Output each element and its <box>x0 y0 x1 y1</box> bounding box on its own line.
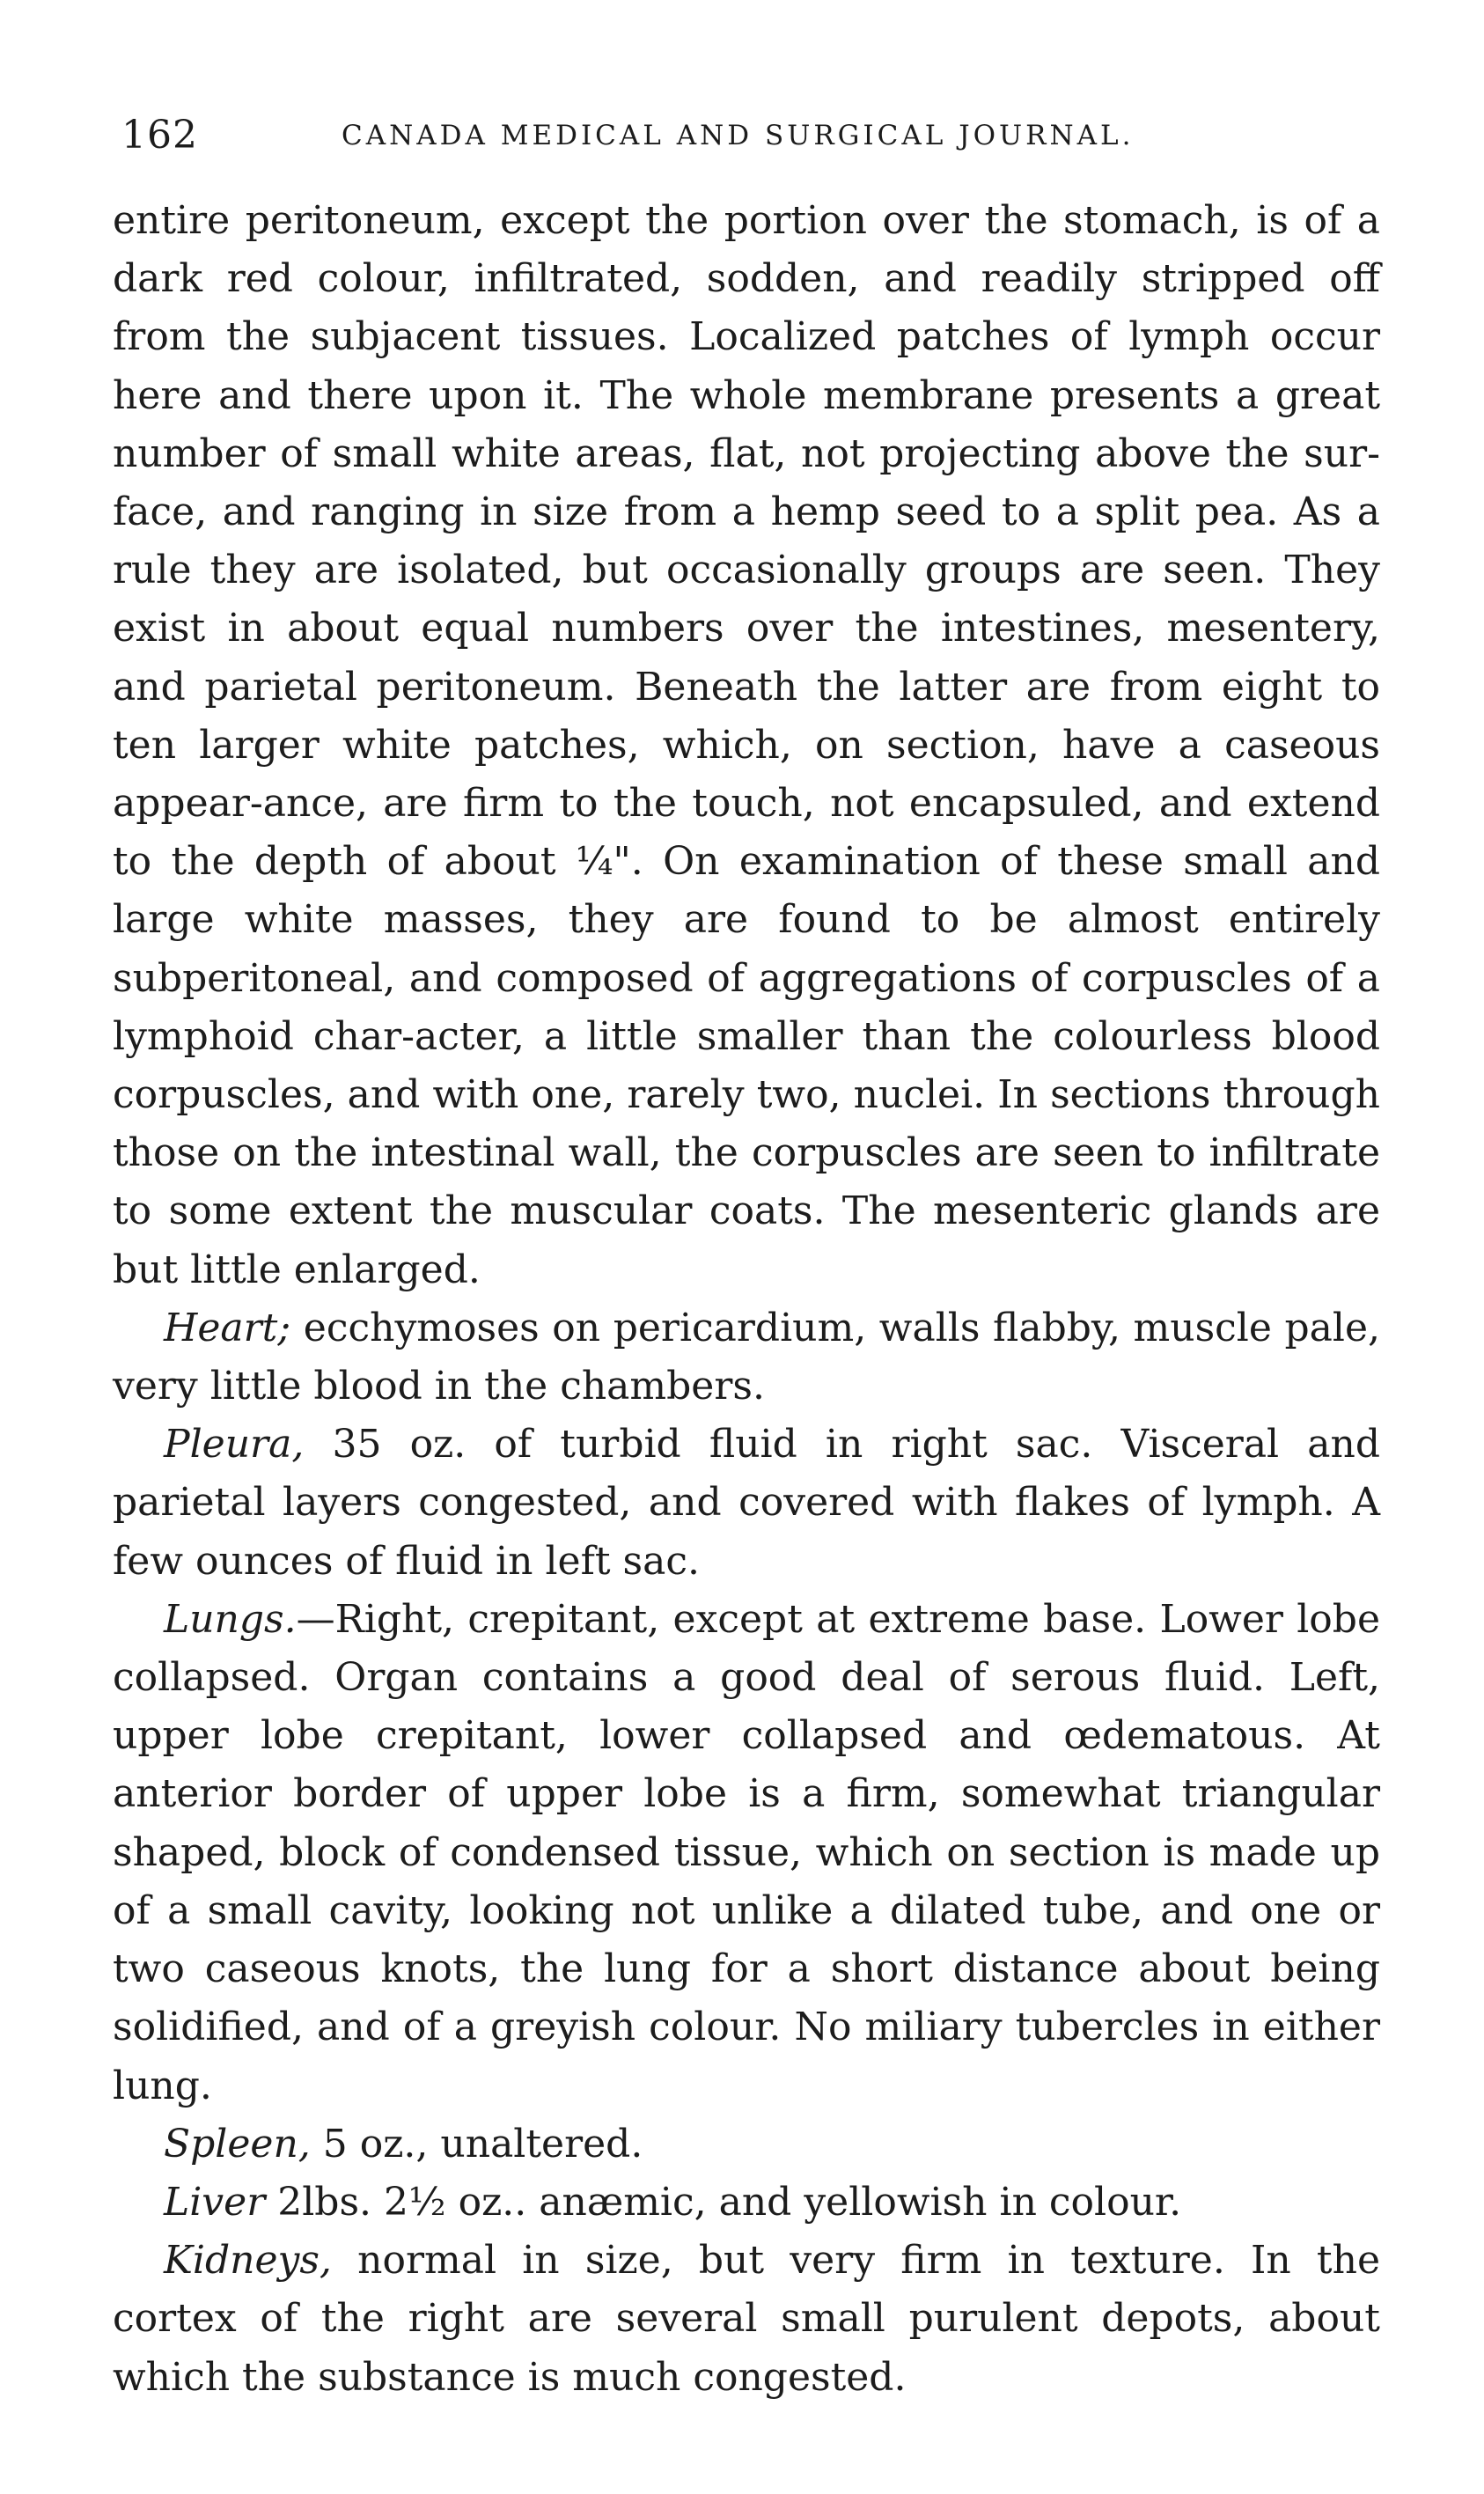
paragraph-peritoneum <box>113 192 1380 1299</box>
section-lead-heart: Heart; <box>164 1305 291 1350</box>
paragraph-kidneys <box>113 2232 1380 2407</box>
section-lead-spleen: Spleen, <box>164 2121 311 2167</box>
paragraph-heart <box>113 1299 1380 1416</box>
paragraph-text: 2lbs. 2½ oz.. anæmic, and yellowish in colour. <box>265 2179 1182 2225</box>
article-body <box>113 192 1380 2407</box>
paragraph-text: normal in size, but very firm in texture. In the cortex of the right are several small purulent depots, about which the substance is much congested. <box>113 2238 1380 2400</box>
section-lead-pleura: Pleura, <box>164 1422 305 1468</box>
page-number: 162 <box>121 113 198 158</box>
paragraph-lungs <box>113 1591 1380 2115</box>
paragraph-text: ecchymoses on pericardium, walls flabby, muscle pale, very little blood in the chambers. <box>113 1305 1380 1409</box>
paragraph-liver <box>113 2174 1380 2232</box>
section-lead-liver: Liver <box>164 2179 266 2225</box>
running-head: CANADA MEDICAL AND SURGICAL JOURNAL. <box>342 120 1135 151</box>
paragraph-text: entire peritoneum, except the portion over the stomach, is of a dark red colour, infiltrated, sodden, and readily stripped off from the subjacent tissues. Localized patches of lymph occur here and there upon it. The whole membrane presents a great number of small white areas, flat, not projecting above the sur-face, and ranging in size from a hemp seed to a split pea. As a rule they are isolated, but occasionally groups are seen. They exist in about equal numbers over the intestines, mesentery, and parietal peritoneum. Beneath the latter are from eight to ten larger white patches, which, on section, have a caseous appear-ance, are firm to the touch, not encapsuled, and extend to the depth of about ¼". On examination of these small and large white masses, they are found to be almost entirely subperitoneal, and composed of aggregations of corpuscles of a lymphoid char-acter, a little smaller than the colourless blood corpuscles, and with one, rarely two, nuclei. In sections through those on the intestinal wall, the corpuscles are seen to infiltrate to some extent the muscular coats. The mesenteric glands are but little enlarged. <box>113 198 1380 1292</box>
section-lead-kidneys: Kidneys, <box>164 2238 332 2284</box>
page-header <box>121 113 1380 166</box>
paragraph-text: 35 oz. of turbid fluid in right sac. Visceral and parietal layers congested, and covered with flakes of lymph. A few ounces of fluid in left sac. <box>113 1422 1380 1584</box>
paragraph-text: 5 oz., unaltered. <box>310 2121 643 2167</box>
section-lead-lungs: Lungs. <box>164 1596 297 1642</box>
paragraph-text: —Right, crepitant, except at extreme base. Lower lobe collapsed. Organ contains a good deal of serous fluid. Left, upper lobe crepitant, lower collapsed and œdematous. At anterior border of upper lobe is a firm, somewhat triangular shaped, block of condensed tissue, which on section is made up of a small cavity, looking not unlike a dilated tube, and one or two caseous knots, the lung for a short distance about being solidified, and of a greyish colour. No miliary tubercles in either lung. <box>113 1596 1380 2108</box>
paragraph-spleen <box>113 2115 1380 2174</box>
paragraph-pleura <box>113 1416 1380 1591</box>
